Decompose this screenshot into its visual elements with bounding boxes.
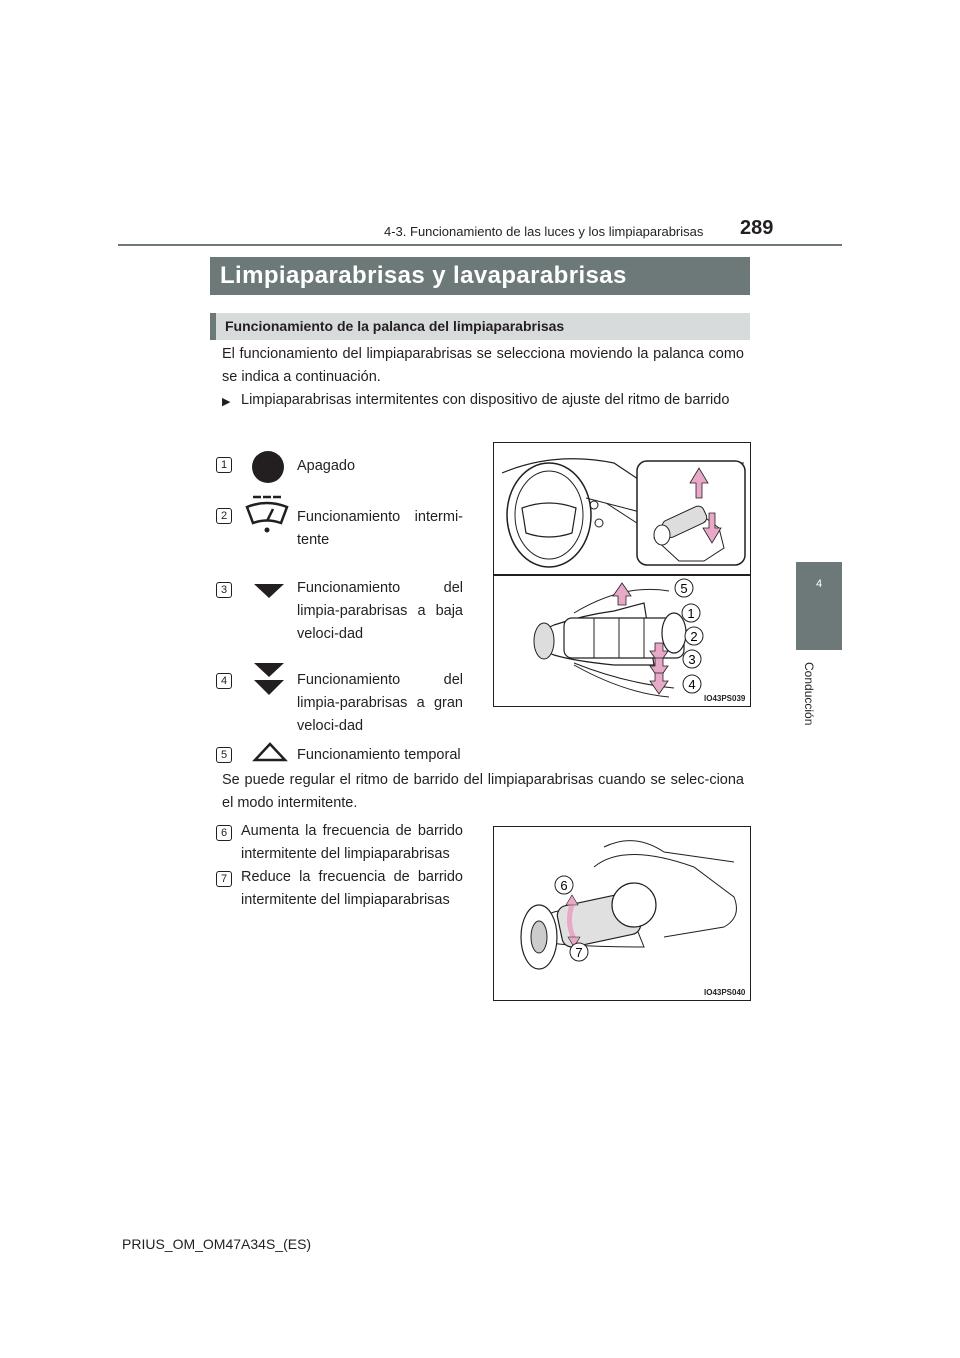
chapter-label: Conducción [802, 662, 816, 726]
low-speed-triangle-icon [252, 582, 286, 600]
callout-label: 7 [575, 945, 583, 960]
wiper-lever-drawing [494, 443, 750, 706]
mode-label: Funcionamiento del limpia-parabrisas a baja veloci-dad [297, 580, 463, 642]
triangle-right-icon: ▶ [222, 396, 231, 408]
callout-number: 1 [216, 457, 232, 473]
callout-label: 2 [690, 629, 698, 644]
wiper-dial-drawing [494, 827, 750, 1000]
high-speed-double-triangle-icon [252, 661, 286, 697]
mode-label: Funcionamiento temporal [297, 747, 461, 763]
intermittent-wiper-icon [244, 493, 290, 537]
callout-number: 3 [216, 582, 232, 598]
circle-off-icon [250, 449, 286, 485]
callout-number: 6 [216, 825, 232, 841]
callout-number: 2 [216, 508, 232, 524]
bullet-text: Limpiaparabrisas intermitentes con dispositivo de ajuste del ritmo de barrido [241, 392, 730, 408]
header-rule [118, 244, 842, 246]
callout-label: 5 [680, 581, 688, 596]
wiper-dial-illustration [493, 826, 751, 1001]
wiper-lever-illustration [493, 442, 751, 707]
callout-label: 4 [688, 677, 696, 692]
rate-item-text: Aumenta la frecuencia de barrido intermitente del limpiaparabrisas [241, 823, 463, 862]
mode-label: Apagado [297, 458, 356, 474]
callout-number: 4 [216, 673, 232, 689]
callout-label: 1 [687, 606, 695, 621]
section-header: 4-3. Funcionamiento de las luces y los limpiaparabrisas [384, 224, 704, 239]
page-number: 289 [740, 217, 774, 239]
callout-number: 7 [216, 871, 232, 887]
mist-outline-triangle-icon [252, 741, 288, 763]
subtitle: Funcionamiento de la palanca del limpiaparabrisas [225, 318, 565, 334]
callout-label: 6 [560, 878, 568, 893]
intro-paragraph: El funcionamiento del limpiaparabrisas se selecciona moviendo la palanca como se indica a continuación. [222, 346, 744, 385]
figure-code: IO43PS040 [704, 988, 746, 997]
subtitle-marker [210, 313, 216, 340]
page-title: Limpiaparabrisas y lavaparabrisas [220, 262, 627, 289]
callout-number: 5 [216, 747, 232, 763]
chapter-tab [796, 562, 842, 650]
rate-item-text: Reduce la frecuencia de barrido intermitente del limpiaparabrisas [241, 869, 463, 908]
mode-label: Funcionamiento del limpia-parabrisas a gran veloci-dad [297, 672, 463, 734]
document-code: PRIUS_OM_OM47A34S_(ES) [122, 1236, 312, 1252]
mode-label: Funcionamiento intermi-tente [297, 509, 463, 548]
callout-label: 3 [688, 652, 696, 667]
chapter-number: 4 [815, 578, 823, 590]
figure-code: IO43PS039 [704, 694, 746, 703]
rate-paragraph: Se puede regular el ritmo de barrido del limpiaparabrisas cuando se selec-ciona el modo intermitente. [222, 772, 744, 811]
